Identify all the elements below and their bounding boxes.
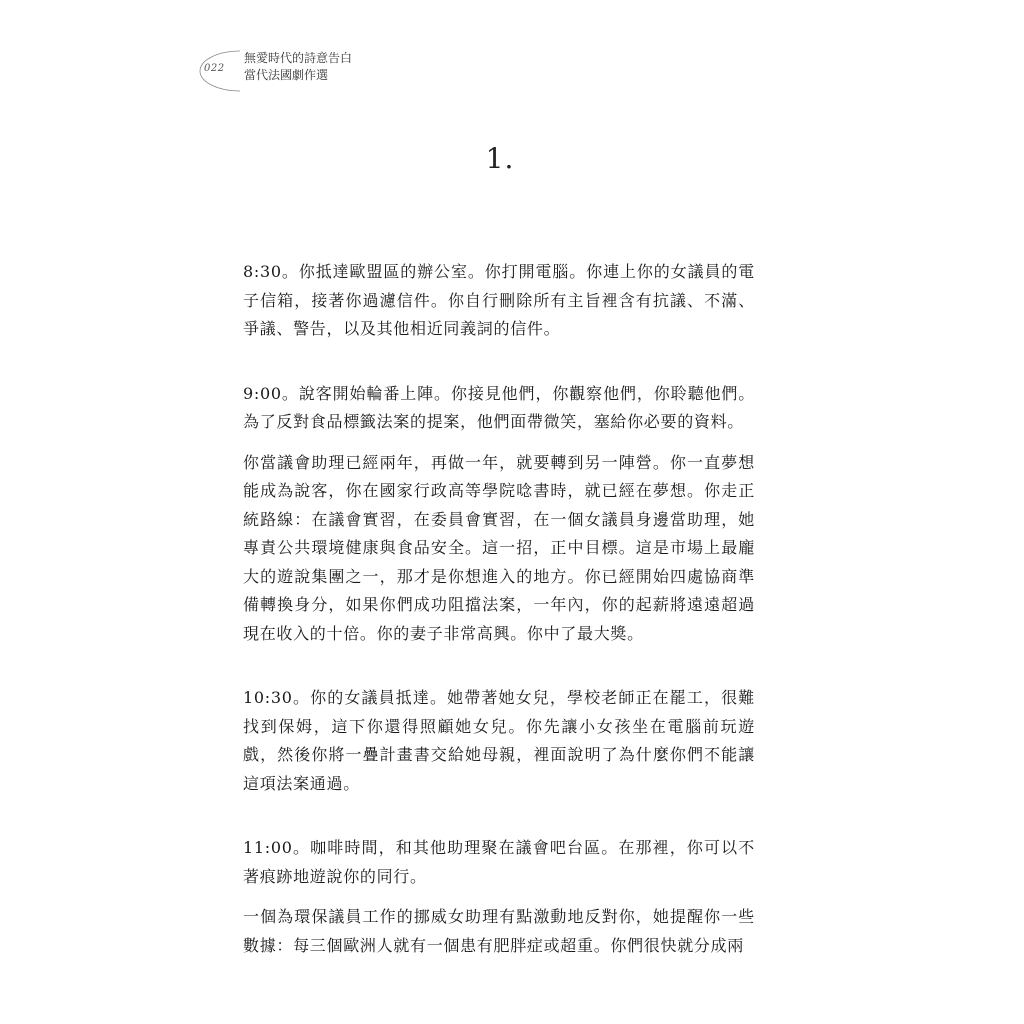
paragraph: 你當議會助理已經兩年，再做一年，就要轉到另一陣營。你一直夢想能成為說客，你在國家行政高等學院唸書時，就已經在夢想。你走正統路線：在議會實習，在委員會實習，在一個女議員身邊當助理，她專責公共環境健康與食品安全。這一招，正中目標。這是市場上最龐大的遊說集團之一，那才是你想進入的地方。你已經開始四處協商準備轉換身分，如果你們成功阻擋法案，一年內，你的起薪將遠遠超過現在收入的十倍。你的妻子非常高興。你中了最大獎。 xyxy=(243,452,755,643)
series-title: 當代法國劇作選 xyxy=(244,68,329,82)
header-titles xyxy=(244,50,352,84)
paragraph: 9:00。說客開始輪番上陣。你接見他們，你觀察他們，你聆聽他們。為了反對食品標籤法案的提案，他們面帶微笑，塞給你必要的資料。 xyxy=(243,383,755,431)
paragraph: 一個為環保議員工作的挪威女助理有點激動地反對你，她提醒你一些數據：每三個歐洲人就有一個患有肥胖症或超重。你們很快就分成兩 xyxy=(243,907,755,955)
book-title: 無愛時代的詩意告白 xyxy=(244,51,353,65)
body-text xyxy=(243,258,755,960)
paragraph: 11:00。咖啡時間，和其他助理聚在議會吧台區。在那裡，你可以不著痕跡地遊說你的同行。 xyxy=(243,838,755,886)
chapter-number: 1. xyxy=(485,142,515,175)
page-number: 022 xyxy=(204,63,225,74)
paragraph: 10:30。你的女議員抵達。她帶著她女兒，學校老師正在罷工，很難找到保姆，這下你還得照顧她女兒。你先讓小女孩坐在電腦前玩遊戲，然後你將一疊計畫書交給她母親，裡面說明了為什麼你們不能讓這項法案通過。 xyxy=(243,688,755,793)
paragraph: 8:30。你抵達歐盟區的辦公室。你打開電腦。你連上你的女議員的電子信箱，接著你過濾信件。你自行刪除所有主旨裡含有抗議、不滿、爭議、警告，以及其他相近同義詞的信件。 xyxy=(243,262,755,338)
running-header xyxy=(196,48,436,94)
